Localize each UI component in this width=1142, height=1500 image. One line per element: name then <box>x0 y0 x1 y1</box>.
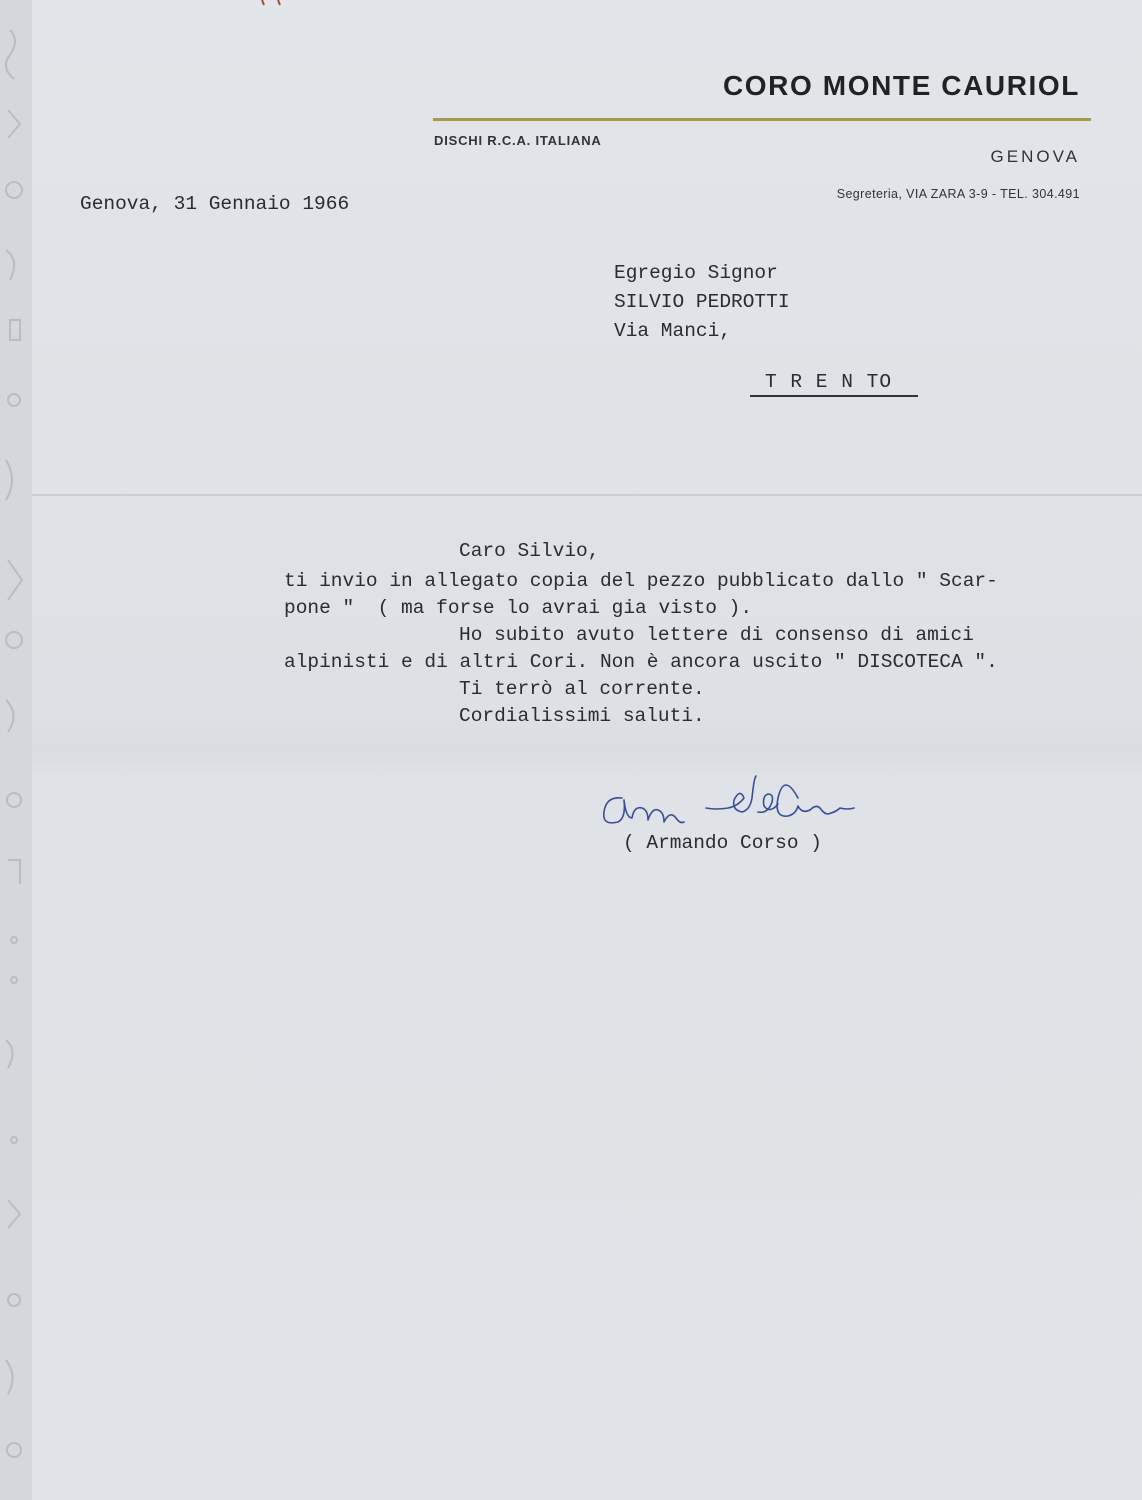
letterhead-rule <box>433 118 1091 121</box>
letter-date: Genova, 31 Gennaio 1966 <box>80 193 350 215</box>
body-line: pone " ( ma forse lo avrai gia visto ). <box>284 597 753 619</box>
body-line: Cordialissimi saluti. <box>459 705 705 727</box>
recipient-city-underline <box>750 395 918 397</box>
body-line: Ho subito avuto lettere di consenso di amici <box>459 624 974 646</box>
bound-edge-decoration <box>0 0 32 1500</box>
recipient-street: Via Manci, <box>614 320 732 342</box>
handwritten-signature <box>598 768 870 832</box>
red-mark-icon <box>258 0 298 6</box>
letterhead-city: GENOVA <box>990 147 1080 166</box>
recipient-city: T R E N TO <box>765 371 893 393</box>
body-line: ti invio in allegato copia del pezzo pubblicato dallo " Scar- <box>284 570 998 592</box>
letterhead-address: Segreteria, VIA ZARA 3-9 - TEL. 304.491 <box>836 187 1080 201</box>
recipient-salutation: Egregio Signor <box>614 262 778 284</box>
paper-fold-line <box>0 494 1142 496</box>
letterhead-subtitle: DISCHI R.C.A. ITALIANA <box>434 133 602 148</box>
body-line: alpinisti e di altri Cori. Non è ancora uscito " DISCOTECA ". <box>284 651 998 673</box>
body-line: Ti terrò al corrente. <box>459 678 705 700</box>
letterhead-title: CORO MONTE CAURIOL <box>722 70 1080 101</box>
recipient-name: SILVIO PEDROTTI <box>614 291 790 313</box>
ornament-strip-icon <box>0 0 32 1500</box>
typed-signature: ( Armando Corso ) <box>623 832 822 854</box>
greeting: Caro Silvio, <box>459 540 600 562</box>
